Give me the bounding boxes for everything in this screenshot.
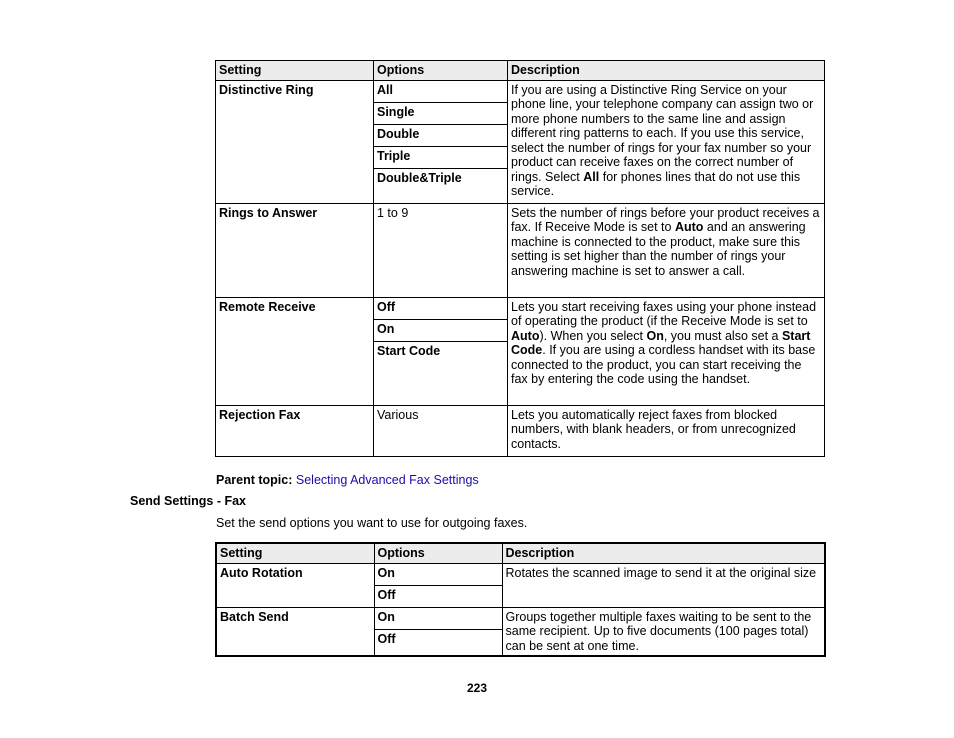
intro-text: Set the send options you want to use for outgoing faxes.: [216, 516, 528, 530]
options-cell: [374, 297, 508, 405]
header-description: Description: [508, 61, 825, 81]
options-cell: [374, 607, 502, 656]
option-value: All: [374, 81, 507, 103]
table-row: [216, 607, 825, 656]
option-value: Double&Triple: [377, 170, 462, 185]
table-row: [216, 80, 825, 203]
header-options: Options: [374, 61, 508, 81]
setting-name: Distinctive Ring: [216, 80, 374, 203]
table-row: [216, 203, 825, 297]
option-value: Triple: [374, 147, 507, 169]
option-value: Off: [377, 631, 396, 646]
description-cell: Lets you automatically reject faxes from blocked numbers, with blank headers, or from unrecognized contacts.: [508, 405, 825, 456]
header-options: Options: [374, 543, 502, 563]
setting-name: Auto Rotation: [216, 563, 374, 607]
description-cell: If you are using a Distinctive Ring Service on your phone line, your telephone company can assign two or more phone numbers to the same line and assign different ring patterns to each. If you use this service, select the number of rings for your fax number so your product can receive faxes on the correct number of rings. Select All for phones lines that do not use this service.: [508, 80, 825, 203]
table-row: [216, 563, 825, 607]
header-description: Description: [502, 543, 825, 563]
send-settings-table: [215, 542, 826, 657]
option-value: Start Code: [377, 343, 441, 358]
table-header-row: [216, 543, 825, 563]
setting-name: Rings to Answer: [216, 203, 374, 297]
options-cell: [374, 80, 508, 203]
option-value: 1 to 9: [374, 203, 508, 297]
option-value: On: [375, 564, 502, 586]
parent-topic-link[interactable]: Selecting Advanced Fax Settings: [295, 473, 479, 487]
option-value: Single: [374, 103, 507, 125]
option-value: Double: [374, 125, 507, 147]
parent-topic-label: Parent topic:: [216, 473, 293, 487]
page-number: 223: [466, 681, 488, 695]
setting-name: Remote Receive: [216, 297, 374, 405]
section-heading: Send Settings - Fax: [130, 494, 246, 508]
description-cell: Lets you start receiving faxes using your phone instead of operating the product (if the Receive Mode is set to Auto). When you select On, you must also set a Start Code. If you are using a cordless handset with its base connected to the product, you can start receiving the fax by entering the code using the handset.: [508, 297, 825, 405]
header-setting: Setting: [216, 61, 374, 81]
option-value: Off: [374, 298, 507, 320]
setting-name: Rejection Fax: [216, 405, 374, 456]
description-cell: Groups together multiple faxes waiting to be sent to the same recipient. Up to five documents (100 pages total) can be sent at one time.: [502, 607, 825, 656]
table-row: [216, 405, 825, 456]
parent-topic: [216, 473, 479, 488]
header-setting: Setting: [216, 543, 374, 563]
setting-name: Batch Send: [216, 607, 374, 656]
options-cell: [374, 563, 502, 607]
option-value: Various: [374, 405, 508, 456]
description-cell: Rotates the scanned image to send it at the original size: [502, 563, 825, 607]
ring-settings-table: [215, 60, 825, 457]
description-cell: Sets the number of rings before your product receives a fax. If Receive Mode is set to Auto and an answering machine is connected to the product, make sure this setting is set higher than the number of rings your answering machine is set to answer a call.: [508, 203, 825, 297]
option-value: On: [374, 320, 507, 342]
option-value: Off: [377, 587, 396, 602]
option-value: On: [375, 608, 502, 630]
table-header-row: [216, 61, 825, 81]
table-row: [216, 297, 825, 405]
